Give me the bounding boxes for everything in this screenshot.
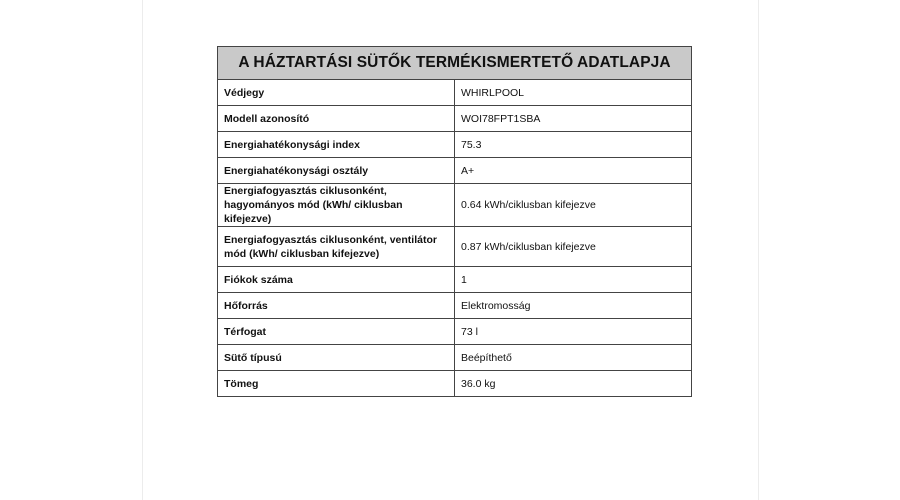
row-value: Beépíthető xyxy=(455,345,692,371)
row-value: 0.87 kWh/ciklusban kifejezve xyxy=(455,227,692,267)
table-row xyxy=(218,158,692,184)
row-value: WOI78FPT1SBA xyxy=(455,106,692,132)
row-label: Térfogat xyxy=(218,319,455,345)
table-row xyxy=(218,184,692,227)
table-row xyxy=(218,132,692,158)
table-row xyxy=(218,106,692,132)
table-row xyxy=(218,371,692,397)
row-label: Energiafogyasztás ciklusonként, hagyományos mód (kWh/ ciklusban kifejezve) xyxy=(218,184,455,227)
row-label: Energiahatékonysági osztály xyxy=(218,158,455,184)
table-row xyxy=(218,227,692,267)
row-label: Energiafogyasztás ciklusonként, ventilátor mód (kWh/ ciklusban kifejezve) xyxy=(218,227,455,267)
row-value: 73 l xyxy=(455,319,692,345)
row-label: Védjegy xyxy=(218,80,455,106)
row-value: 75.3 xyxy=(455,132,692,158)
table-title: A HÁZTARTÁSI SÜTŐK TERMÉKISMERTETŐ ADATLAPJA xyxy=(218,47,692,80)
table-row xyxy=(218,319,692,345)
row-label: Energiahatékonysági index xyxy=(218,132,455,158)
row-label: Hőforrás xyxy=(218,293,455,319)
row-label: Modell azonosító xyxy=(218,106,455,132)
table-header-row xyxy=(218,47,692,80)
table-row xyxy=(218,345,692,371)
product-fiche-table xyxy=(217,46,692,397)
row-value: A+ xyxy=(455,158,692,184)
row-label: Tömeg xyxy=(218,371,455,397)
row-value: Elektromosság xyxy=(455,293,692,319)
table-row xyxy=(218,293,692,319)
table-row xyxy=(218,80,692,106)
row-value: WHIRLPOOL xyxy=(455,80,692,106)
row-label: Fiókok száma xyxy=(218,267,455,293)
row-label: Sütő típusú xyxy=(218,345,455,371)
row-value: 0.64 kWh/ciklusban kifejezve xyxy=(455,184,692,227)
row-value: 36.0 kg xyxy=(455,371,692,397)
row-value: 1 xyxy=(455,267,692,293)
table-row xyxy=(218,267,692,293)
